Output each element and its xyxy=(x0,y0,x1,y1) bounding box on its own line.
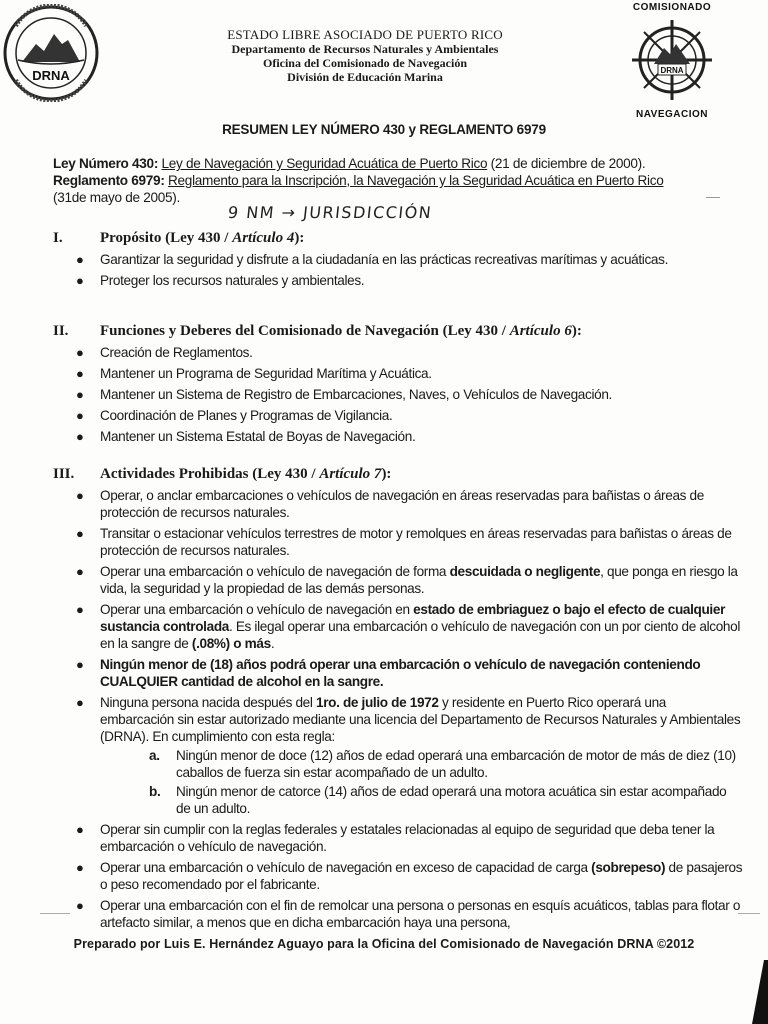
proposito-list xyxy=(53,251,743,289)
ley-label: Ley Número 430: xyxy=(53,156,159,171)
ley-date: (21 de diciembre de 2000). xyxy=(487,156,646,171)
list-item: ● Coordinación de Planes y Programas de Vigilancia. xyxy=(76,408,393,423)
section-title-end: ): xyxy=(294,230,305,246)
logo-bottom-text: NAVEGACION xyxy=(635,109,709,120)
sub-item-a: a. Ningún menor de doce (12) años de edad operará una embarcación de motor de más de diez (10) caballos de fuerza sin estar acompañado de un adulto. xyxy=(149,748,736,780)
funciones-list xyxy=(53,344,743,445)
law-references xyxy=(53,155,713,206)
section-heading xyxy=(53,229,743,247)
reglamento-6979-line xyxy=(53,172,713,189)
section-actividades-prohibidas xyxy=(53,465,743,931)
list-item: ● Operar sin cumplir con la reglas federales y estatales relacionadas al equipo de seguridad que deba tener la embarcación o vehículo de navegación. xyxy=(76,822,715,854)
list-item: ● Operar una embarcación o vehículo de navegación en estado de embriaguez o bajo el efecto de cualquier sustancia controlada. Es ilegal operar una embarcación o vehículo de navegación con un por ciento de alcohol en la sangre de (.08%) o más. xyxy=(76,602,741,651)
section-number: II. xyxy=(53,323,69,339)
section-number: I. xyxy=(53,230,63,246)
section-title-end: ): xyxy=(381,466,392,482)
letterhead xyxy=(150,28,580,84)
drna-seal-logo xyxy=(2,4,100,102)
list-item: ● Operar una embarcación o vehículo de navegación de forma descuidada o negligente, que ponga en riesgo la vida, la seguridad y la propiedad de las demás personas. xyxy=(76,564,738,596)
section-heading xyxy=(53,465,743,483)
handwritten-note: 9 NM → JURISDICCIÓN xyxy=(227,203,434,222)
section-number: III. xyxy=(53,466,75,482)
reglamento-name: Reglamento para la Inscripción, la Navegación y la Seguridad Acuática en Puerto Rico xyxy=(168,173,664,188)
section-proposito xyxy=(53,229,743,289)
logo-top-text: COMISIONADO xyxy=(632,2,712,13)
comisionado-navegacion-logo xyxy=(618,0,726,122)
reglamento-label: Reglamento 6979: xyxy=(53,173,165,188)
scan-mark xyxy=(706,197,720,198)
section-title: Propósito (Ley 430 / xyxy=(100,230,233,246)
ley-430-line xyxy=(53,155,713,172)
list-item: ● Garantizar la seguridad y disfrute a la ciudadanía en las prácticas recreativas marítimas y acuáticas. xyxy=(76,252,668,267)
section-article: Artículo 4 xyxy=(232,230,295,246)
section-title: Actividades Prohibidas (Ley 430 / xyxy=(100,466,320,482)
list-item: ● Operar una embarcación o vehículo de navegación en exceso de capacidad de carga (sobrepeso) de pasajeros o peso recomendado por el fabricante. xyxy=(76,860,743,892)
list-item: ● Creación de Reglamentos. xyxy=(76,345,253,360)
list-item: ● Proteger los recursos naturales y ambientales. xyxy=(76,273,365,288)
drna-seal-text: DRNA xyxy=(32,68,70,83)
list-item: ● Operar, o anclar embarcaciones o vehículos de navegación en áreas reservadas para bañistas o áreas de protección de recursos naturales. xyxy=(76,488,704,520)
section-title-end: ): xyxy=(571,323,582,339)
letterhead-line-1: ESTADO LIBRE ASOCIADO DE PUERTO RICO xyxy=(227,27,503,42)
document-title: RESUMEN LEY NÚMERO 430 y REGLAMENTO 6979 xyxy=(222,122,546,137)
sub-item-b: b. Ningún menor de catorce (14) años de edad operará una motora acuática sin estar acompañado de un adulto. xyxy=(149,784,727,816)
letterhead-line-2: Departamento de Recursos Naturales y Ambientales xyxy=(231,42,499,56)
page-footer: Preparado por Luis E. Hernández Aguayo para la Oficina del Comisionado de Navegación DRNA ©2012 xyxy=(73,937,695,951)
reglamento-date: (31de mayo de 2005). xyxy=(53,190,181,205)
letterhead-line-4: División de Educación Marina xyxy=(287,70,443,84)
scan-mark xyxy=(738,913,760,914)
list-item: ● Transitar o estacionar vehículos terrestres de motor y remolques en áreas reservadas para bañistas o áreas de protección de recursos naturales. xyxy=(76,526,732,558)
list-item: ● Ninguna persona nacida después del 1ro. de julio de 1972 y residente en Puerto Rico operará una embarcación sin estar autorizado mediante una licencia del Departamento de Recursos Naturales y Ambientales (DRNA). En cumplimiento con esta regla: a. Ningún menor de doce (12) años de edad operará una embarcación de motor de más de diez (10) caballos de fuerza sin estar acompañado de un adulto. b. Ningún menor de catorce (14) años de edad operará una motora acuática sin estar acompañado de un adulto. xyxy=(53,694,743,817)
section-article: Artículo 6 xyxy=(509,323,572,339)
section-funciones-deberes xyxy=(53,322,743,445)
section-heading xyxy=(53,322,743,340)
scan-edge-mark xyxy=(748,960,768,1024)
section-title: Funciones y Deberes del Comisionado de Navegación (Ley 430 / xyxy=(100,323,510,339)
list-item: ● Mantener un Programa de Seguridad Marítima y Acuática. xyxy=(76,366,432,381)
scan-mark xyxy=(40,913,70,914)
list-item: ● Mantener un Sistema de Registro de Embarcaciones, Naves, o Vehículos de Navegación. xyxy=(76,387,612,402)
letterhead-line-3: Oficina del Comisionado de Navegación xyxy=(262,56,467,70)
ley-name: Ley de Navegación y Seguridad Acuática de Puerto Rico xyxy=(161,156,488,171)
list-item: ● Operar una embarcación con el fin de remolcar una persona o personas en esquís acuáticos, tablas para flotar o artefacto similar, a menos que en dicha embarcación haya una persona, xyxy=(76,898,741,930)
logo-center-text: DRNA xyxy=(660,66,684,75)
list-item: ● Mantener un Sistema Estatal de Boyas de Navegación. xyxy=(76,429,416,444)
actividades-list xyxy=(53,487,743,931)
list-item: ● Ningún menor de (18) años podrá operar una embarcación o vehículo de navegación conteniendo CUALQUIER cantidad de alcohol en la sangre. xyxy=(76,657,701,689)
section-article: Artículo 7 xyxy=(319,466,382,482)
